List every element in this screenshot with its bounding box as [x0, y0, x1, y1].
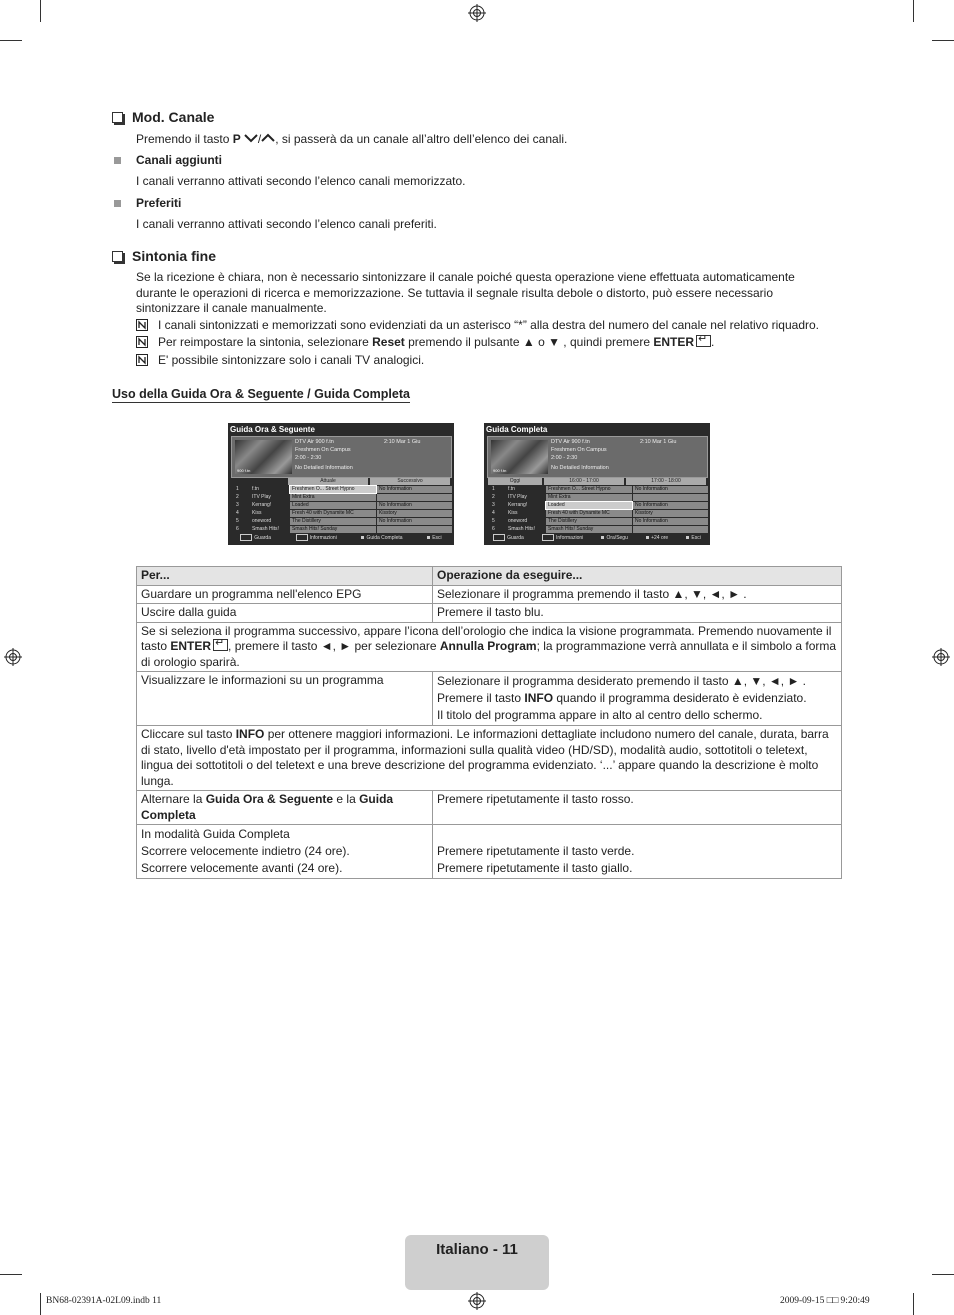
note-icon [136, 336, 148, 348]
col-successivo: Successivo [370, 478, 450, 485]
sintonia-fine-line-2: durante le operazioni di ricerca e memorizzazione. Se tuttavia il segnale risulta debole o distorto, può essere necessario [136, 286, 774, 300]
section-title-mod-canale [112, 109, 214, 125]
program-detail: No Detailed Information [551, 465, 609, 471]
video-thumbnail [235, 440, 292, 474]
footer-ora-segu[interactable]: Ora/Segu [601, 534, 627, 543]
enter-key-icon [493, 534, 505, 541]
crop-mark [932, 1274, 954, 1275]
tv-screen-guida-ora-seguente [228, 423, 454, 545]
date-time: 2:10 Mar 1 Giu [640, 439, 677, 445]
color-key-icon [601, 536, 604, 539]
slash: / [257, 132, 262, 146]
operations-table [136, 566, 842, 879]
channel-row[interactable]: 3 Kerrang! Loaded No Information [488, 502, 706, 510]
footer-guarda[interactable]: Guarda [493, 534, 524, 543]
footer-esci[interactable]: Esci [686, 534, 700, 543]
color-key-icon [646, 536, 649, 539]
footer-guarda[interactable]: Guarda [240, 534, 271, 543]
channel-row[interactable]: 4 Kiss Fresh 40 with Dynamite MC Kisstory [488, 510, 706, 518]
item-title-preferiti: Preferiti [136, 196, 182, 210]
color-key-icon [686, 536, 689, 539]
tv-screen-guida-completa [484, 423, 710, 545]
table-cell: Selezionare il programma premendo il tasto ▲, ▼, ◄, ► . [433, 585, 842, 604]
program-info-panel [231, 436, 452, 478]
chevron-up-icon [261, 133, 275, 143]
square-bullet-icon [114, 200, 121, 207]
note-2 [136, 335, 714, 349]
note-text: I canali sintonizzati e memorizzati sono evidenziati da un asterisco “*” alla destra del numero del canale nel relativo riquadro. [158, 318, 820, 332]
channel-name: DTV Air 900 f.tn [295, 439, 334, 445]
thumb-label: 900 f.tn [493, 468, 507, 473]
table-row [137, 604, 842, 623]
intro-text-end: , si passerà da un canale all’altro dell’elenco dei canali. [275, 132, 568, 146]
date-time: 2:10 Mar 1 Giu [384, 439, 421, 445]
column-headers [288, 478, 450, 485]
note-icon [136, 319, 148, 331]
table-cell: Premere ripetutamente il tasto verde. Premere ripetutamente il tasto giallo. [433, 825, 842, 879]
footer-file-info: BN68-02391A-02L09.indb 11 [46, 1296, 162, 1306]
intro-text: Premendo il tasto [136, 132, 233, 146]
section-title-text: Mod. Canale [132, 109, 215, 125]
note-icon [136, 354, 148, 366]
table-cell: Alternare la Guida Ora & Seguente e la Guida Completa [137, 791, 433, 825]
table-header-row [137, 567, 842, 586]
table-cell: Guardare un programma nell'elenco EPG [137, 585, 433, 604]
table-cell: In modalità Guida Completa Scorrere velocemente indietro (24 ore). Scorrere velocemente avanti (24 ore). [137, 825, 433, 879]
channel-name: DTV Air 900 f.tn [551, 439, 590, 445]
color-key-icon [427, 536, 430, 539]
channel-row[interactable]: 1 f.tn Freshmen O... Street Hypno No Information [232, 486, 450, 494]
crop-mark [932, 40, 954, 41]
info-key-icon [542, 534, 554, 541]
mod-canale-intro [136, 131, 567, 147]
section-title-text: Sintonia fine [132, 248, 216, 264]
screen-footer [484, 534, 710, 543]
table-row [137, 791, 842, 825]
program-time: 2:00 - 2:30 [551, 455, 578, 461]
enter-key-icon [696, 335, 711, 347]
column-headers [488, 478, 706, 485]
channel-row[interactable]: 6 Smash Hits! Smash Hits! Sunday [488, 526, 706, 534]
chevron-down-icon [244, 133, 258, 143]
item-text-preferiti: I canali verranno attivati secondo l’elenco canali preferiti. [136, 217, 437, 231]
channel-row[interactable]: 2 ITV Play Mint Extra [488, 494, 706, 502]
table-row [137, 726, 842, 791]
channel-row[interactable]: 2 ITV Play Mint Extra [232, 494, 450, 502]
footer-info[interactable]: Informazioni [542, 534, 583, 543]
note-3 [136, 353, 424, 367]
table-cell: Uscire dalla guida [137, 604, 433, 623]
footer-esci[interactable]: Esci [427, 534, 441, 543]
page-label: Italiano - 11 [436, 1241, 518, 1258]
enter-key-icon [240, 534, 252, 541]
col-oggi: Oggi [488, 478, 542, 485]
registration-mark-icon [932, 648, 950, 666]
table-cell: Visualizzare le informazioni su un programma [137, 672, 433, 726]
item-title-canali-aggiunti: Canali aggiunti [136, 153, 223, 167]
page-number-tab [405, 1235, 549, 1290]
note-text: E' possibile sintonizzare solo i canali TV analogici. [158, 353, 425, 367]
sintonia-fine-line-3: sintonizzare il canale manualmente. [136, 301, 327, 315]
enter-key-icon [213, 639, 228, 651]
thumb-label: 900 f.tn [237, 468, 251, 473]
program-name: Freshmen On Campus [551, 447, 607, 453]
channel-row[interactable]: 5 oneword The Distillery No Information [232, 518, 450, 526]
table-row [137, 585, 842, 604]
note-1 [136, 318, 819, 332]
col-time-2: 17:00 - 18:00 [626, 478, 706, 485]
col-time-1: 16:00 - 17:00 [544, 478, 624, 485]
note-text: Per reimpostare la sintonia, selezionare Reset premendo il pulsante ▲ o ▼ , quindi premere ENTER↵ . [158, 335, 714, 349]
square-bullet-icon [114, 157, 121, 164]
table-row [137, 622, 842, 672]
program-detail: No Detailed Information [295, 465, 353, 471]
channel-row[interactable]: 6 Smash Hits! Smash Hits! Sunday [232, 526, 450, 534]
table-cell: Premere il tasto blu. [433, 604, 842, 623]
checkbox-bullet-icon [112, 251, 123, 262]
registration-mark-icon [468, 4, 486, 22]
checkbox-bullet-icon [112, 112, 123, 123]
program-info-panel [487, 436, 708, 478]
crop-mark [40, 1293, 41, 1315]
registration-mark-icon [4, 648, 22, 666]
table-row [137, 672, 842, 726]
screen-title: Guida Ora & Seguente [230, 425, 315, 434]
footer-info[interactable]: Informazioni [296, 534, 337, 543]
table-cell: Se si seleziona il programma successivo, appare l’icona dell’orologio che indica la visione programmata. Premendo nuovamente il tasto ENTER↵ , premere il tasto ◄, ► per selezionare Annulla Program; la programmazione verrà annullata e il simbolo a forma di orologio sparirà. [137, 622, 842, 672]
sintonia-fine-line-1: Se la ricezione è chiara, non è necessario sintonizzare il canale poiché questa operazione viene effettuata automaticamente [136, 270, 795, 284]
registration-mark-icon [468, 1292, 486, 1310]
table-cell: Selezionare il programma desiderato premendo il tasto ▲, ▼, ◄, ► . Premere il tasto INFO quando il programma desiderato è evidenziato. Il titolo del programma appare in alto al centro dello schermo. [433, 672, 842, 726]
intro-key: P [232, 132, 244, 146]
crop-mark [0, 1274, 22, 1275]
section-title-sintonia-fine [112, 248, 216, 264]
footer-guida-completa[interactable]: Guida Completa [361, 534, 402, 543]
channel-row[interactable]: 3 Kerrang! Loaded No Information [232, 502, 450, 510]
guide-section-heading: Uso della Guida Ora & Seguente / Guida Completa [112, 387, 410, 401]
table-cell: Premere ripetutamente il tasto rosso. [433, 791, 842, 825]
item-text-canali-aggiunti: I canali verranno attivati secondo l’elenco canali memorizzato. [136, 174, 466, 188]
program-time: 2:00 - 2:30 [295, 455, 322, 461]
channel-row[interactable]: 1 f.tn Freshmen O... Street Hypno No Information [488, 486, 706, 494]
header-operazione: Operazione da eseguire... [433, 567, 842, 586]
screen-title: Guida Completa [486, 425, 548, 434]
video-thumbnail [491, 440, 548, 474]
footer-timestamp: 2009-09-15 □□ 9:20:49 [780, 1296, 870, 1306]
channel-row[interactable]: 4 Kiss Fresh 40 with Dynamite MC Kisstory [232, 510, 450, 518]
crop-mark [913, 1293, 914, 1315]
table-row [137, 825, 842, 879]
screen-footer [228, 534, 454, 543]
channel-row[interactable]: 5 oneword The Distillery No Information [488, 518, 706, 526]
program-name: Freshmen On Campus [295, 447, 351, 453]
header-per: Per... [137, 567, 433, 586]
table-cell: Cliccare sul tasto INFO per ottenere maggiori informazioni. Le informazioni dettagliate includono numero del canale, durata, barra di stato, livello d'età impostato per il programma, informazioni sulla qualità video (HD/SD), modalità audio, sottotitoli o teletext, lingua dei sottotitoli o del teletext e una breve descrizione del programma evidenziato. ‘...’ appare quando la descrizione è molto lunga. [137, 726, 842, 791]
footer-24-ore[interactable]: +24 ore [646, 534, 668, 543]
crop-mark [0, 40, 22, 41]
crop-mark [913, 0, 914, 22]
crop-mark [40, 0, 41, 22]
info-key-icon [296, 534, 308, 541]
col-attuale: Attuale [288, 478, 368, 485]
color-key-icon [361, 536, 364, 539]
